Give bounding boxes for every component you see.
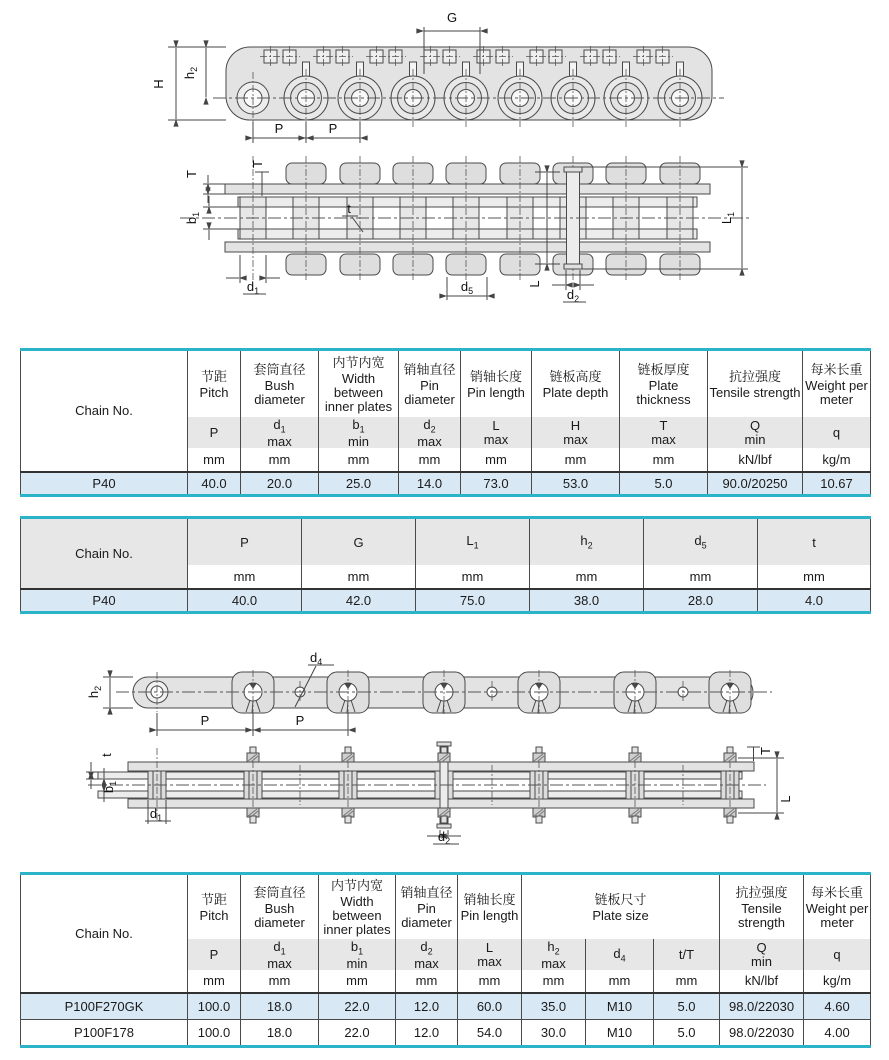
value-cell: 40.0 [188,589,302,613]
p40-attachment-table [20,516,871,614]
chain-top-view [180,156,752,304]
symbol-cell: t/T [654,939,720,970]
col-header: 销轴长度 Pin length [458,874,522,940]
col-header: 套筒直径 Bush diameter [241,874,319,940]
dimension-label-d2: $d_2$ [566,287,580,304]
col-header: 抗拉强度 Tensile strength [708,350,803,418]
symbol-cell: P [188,417,241,448]
unit-cell: mm [188,970,241,993]
dimension-label-P: P [295,713,305,728]
value-cell: 10.67 [803,472,871,496]
dimension-label-T: T [250,160,265,168]
dimension-label-L: L [527,280,542,288]
unit-cell: mm [458,970,522,993]
dimension-label-P: P [274,121,284,136]
symbol-cell: $h_2$ max [522,939,586,970]
bolt-nut [342,747,354,762]
dimension-P-pitch [157,713,348,736]
unit-cell: mm [188,448,241,472]
value-cell: 5.0 [654,1019,720,1046]
value-cell: 5.0 [654,993,720,1020]
unit-cell: mm [396,970,458,993]
bolt-nut [724,747,736,762]
value-cell: 90.0/20250 [708,472,803,496]
p100-dimension-table [20,872,871,1048]
dimension-label-T: T [184,170,199,178]
col-header: 每米长重 Weight per meter [804,874,871,940]
unit-cell: mm [399,448,461,472]
col-header: 内节内宽 Width between inner plates [319,874,396,940]
chain-no-header: Chain No. [21,518,188,590]
value-cell: 73.0 [461,472,532,496]
unit-cell: kN/lbf [708,448,803,472]
dimension-T [747,747,773,761]
bolt-nut [629,808,641,823]
dimension-label-b1: $b_1$ [101,780,118,794]
dimension-label-h2: $h_2$ [182,66,199,80]
symbol-cell: q [803,417,871,448]
dimension-label-P: P [200,713,210,728]
header-row [21,518,871,566]
symbol-cell: $d_5$ [644,518,758,566]
value-cell: 40.0 [188,472,241,496]
symbol-cell: $d_2$ max [396,939,458,970]
bolt-nut [724,808,736,823]
value-cell: 4.60 [804,993,871,1020]
symbol-cell: t [758,518,871,566]
symbol-cell: $h_2$ [530,518,644,566]
value-cell: 38.0 [530,589,644,613]
dimension-label-d1: $d_1$ [149,806,163,823]
chain-no-header: Chain No. [21,350,188,472]
symbol-cell: Q min [708,417,803,448]
col-header: 销轴长度 Pin length [461,350,532,418]
value-cell: 4.0 [758,589,871,613]
symbol-cell: P [188,939,241,970]
chain-no-cell: P40 [21,472,188,496]
unit-cell: mm [758,565,871,589]
unit-cell: kg/m [803,448,871,472]
value-cell: 12.0 [396,1019,458,1046]
p40-dimension-table [20,348,871,497]
unit-cell: mm [586,970,654,993]
unit-cell: mm [532,448,620,472]
col-header: 套筒直径 Bush diameter [241,350,319,418]
dimension-label-d2: $d_2$ [437,829,451,846]
dimension-d5 [447,277,487,300]
value-cell: 30.0 [522,1019,586,1046]
value-cell: 35.0 [522,993,586,1020]
value-cell: 22.0 [319,993,396,1020]
value-cell: 4.00 [804,1019,871,1046]
unit-cell: mm [461,448,532,472]
dimension-label-L: L [778,795,793,803]
col-header: 内节内宽 Width between inner plates [319,350,399,418]
value-cell: 14.0 [399,472,461,496]
bolt-nut [629,747,641,762]
symbol-cell: $d_1$ max [241,939,319,970]
symbol-cell: $d_2$ max [399,417,461,448]
symbol-cell: $d_1$ max [241,417,319,448]
unit-cell: mm [241,448,319,472]
value-cell: M10 [586,1019,654,1046]
value-cell: 98.0/22030 [720,1019,804,1046]
unit-cell: mm [241,970,319,993]
col-header-plate-size: 链板尺寸 Plate size [522,874,720,940]
value-cell: 18.0 [241,1019,319,1046]
symbol-cell: L max [461,417,532,448]
chain-no-cell: P40 [21,589,188,613]
unit-cell: kg/m [804,970,871,993]
chain-no-cell: P100F270GK [21,993,188,1020]
unit-cell: mm [319,448,399,472]
bolt-nut [342,808,354,823]
symbol-cell: $d_4$ [586,939,654,970]
dimension-label-d4: $d_4$ [310,650,323,667]
value-cell: 100.0 [188,1019,241,1046]
dimension-T-left [184,170,225,203]
bolt-nut [533,747,545,762]
bolt-nut [247,808,259,823]
bolt-nut [533,808,545,823]
table-row [21,472,871,496]
symbol-cell: P [188,518,302,566]
col-header: 链板厚度 Plate thickness [620,350,708,418]
table-row [21,993,871,1020]
value-cell: 12.0 [396,993,458,1020]
dimension-label-G: G [446,10,458,25]
hollow-pin-chain-technical-drawing [0,640,889,865]
symbol-cell: Q min [720,939,804,970]
value-cell: 5.0 [620,472,708,496]
dimension-label-T: T [758,747,773,755]
hollow-pin-chain-top-view [86,742,793,846]
value-cell: 42.0 [302,589,416,613]
unit-cell: mm [644,565,758,589]
symbol-cell: T max [620,417,708,448]
col-header: 销轴直径 Pin diameter [396,874,458,940]
value-cell: 20.0 [241,472,319,496]
col-header: 销轴直径 Pin diameter [399,350,461,418]
unit-cell: mm [530,565,644,589]
col-header: 节距 Pitch [188,350,241,418]
dimension-label-H: H [151,79,166,89]
unit-cell: mm [416,565,530,589]
unit-cell: mm [654,970,720,993]
hollow-pin-chain-side-view [86,650,772,736]
value-cell: 25.0 [319,472,399,496]
dimension-label-P: P [328,121,338,136]
dimension-label-t: t [99,753,114,757]
attachment-chain-technical-drawing [0,0,889,340]
chain-no-header: Chain No. [21,874,188,993]
dimension-label-b1: $b_1$ [184,211,201,225]
col-header: 抗拉强度 Tensile strength [720,874,804,940]
header-row [21,874,871,940]
table-row [21,589,871,613]
dimension-label-t: t [347,201,351,216]
dimension-h2 [182,48,206,97]
value-cell: 28.0 [644,589,758,613]
value-cell: M10 [586,993,654,1020]
unit-cell: kN/lbf [720,970,804,993]
symbol-cell: L max [458,939,522,970]
symbol-cell: G [302,518,416,566]
dimension-label-d1: $d_1$ [246,279,260,296]
value-cell: 60.0 [458,993,522,1020]
symbol-cell: $L_1$ [416,518,530,566]
dimension-label-L1: $L_1$ [719,211,736,225]
value-cell: 22.0 [319,1019,396,1046]
chain-no-cell: P100F178 [21,1019,188,1046]
dimension-H [151,47,226,120]
unit-cell: mm [620,448,708,472]
bolt-nut [247,747,259,762]
dimension-label-d5: $d_5$ [460,279,474,296]
dimension-P-pitch [253,121,360,143]
value-cell: 18.0 [241,993,319,1020]
symbol-cell: $b_1$ min [319,417,399,448]
unit-cell: mm [522,970,586,993]
header-row [21,350,871,418]
unit-cell: mm [302,565,416,589]
unit-cell: mm [188,565,302,589]
chain-side-view [151,10,724,143]
col-header: 链板高度 Plate depth [532,350,620,418]
dimension-h2 [86,677,133,708]
dimension-d2 [427,829,461,846]
value-cell: 100.0 [188,993,241,1020]
value-cell: 54.0 [458,1019,522,1046]
value-cell: 98.0/22030 [720,993,804,1020]
symbol-cell: H max [532,417,620,448]
dimension-label-h2: $h_2$ [86,685,103,699]
value-cell: 53.0 [532,472,620,496]
unit-cell: mm [319,970,396,993]
table-row [21,1019,871,1046]
symbol-cell: $b_1$ min [319,939,396,970]
col-header: 每米长重 Weight per meter [803,350,871,418]
col-header: 节距 Pitch [188,874,241,940]
value-cell: 75.0 [416,589,530,613]
symbol-cell: q [804,939,871,970]
